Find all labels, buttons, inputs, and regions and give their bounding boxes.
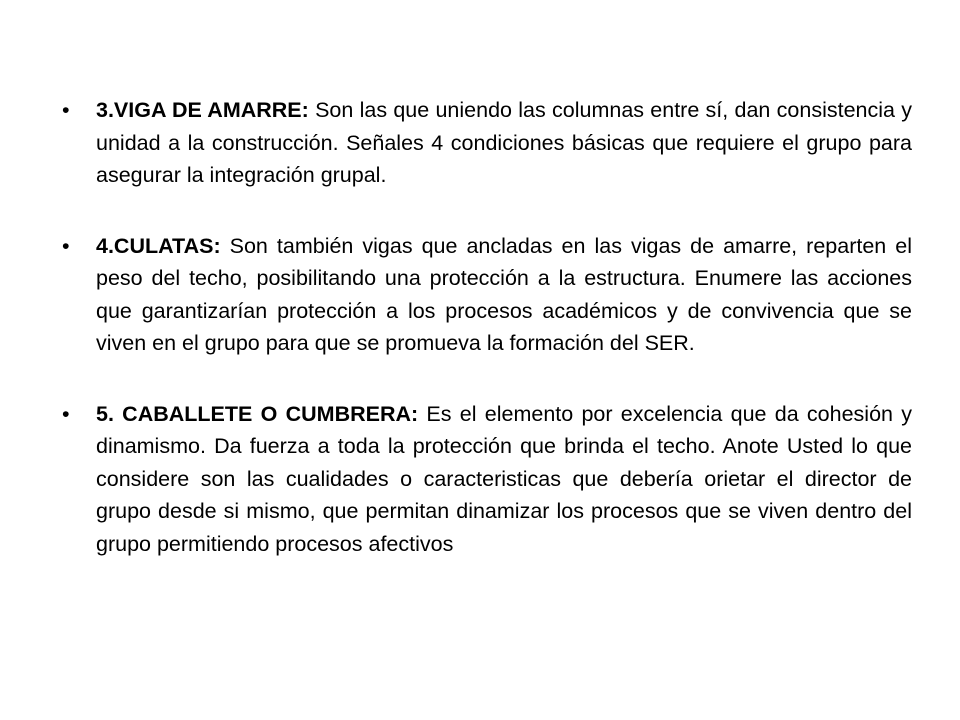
bullet-icon: • (62, 98, 70, 122)
bullet-list (62, 94, 912, 598)
bullet-item-caballete-o-cumbrera (62, 398, 912, 561)
bullet-heading: 5. CABALLETE O CUMBRERA: (96, 401, 419, 426)
bullet-heading: 4.CULATAS: (96, 233, 221, 258)
bullet-icon: • (62, 401, 70, 426)
bullet-item-viga-de-amarre (62, 94, 912, 192)
bullet-icon: • (62, 233, 70, 258)
bullet-text: Son las que uniendo las columnas entre sí, dan consistencia y unidad a la construcción. Señales 4 condiciones básicas que requiere el grupo para asegurar la integración grupal. (96, 98, 912, 187)
bullet-text: Es el elemento por excelencia que da cohesión y dinamismo. Da fuerza a toda la protección que brinda el techo. Anote Usted lo que considere son las cualidades o caracteristicas que debería orietar el director de grupo desde si mismo, que permitan dinamizar los procesos que se viven dentro del grupo permitiendo procesos afectivos (96, 401, 912, 556)
bullet-heading: 3.VIGA DE AMARRE: (96, 98, 309, 122)
bullet-text: Son también vigas que ancladas en las vigas de amarre, reparten el peso del techo, posibilitando una protección a la estructura. Enumere las acciones que garantizarían protección a los procesos académicos y de convivencia que se viven en el grupo para que se promueva la formación del SER. (96, 233, 912, 355)
bullet-item-culatas (62, 230, 912, 360)
